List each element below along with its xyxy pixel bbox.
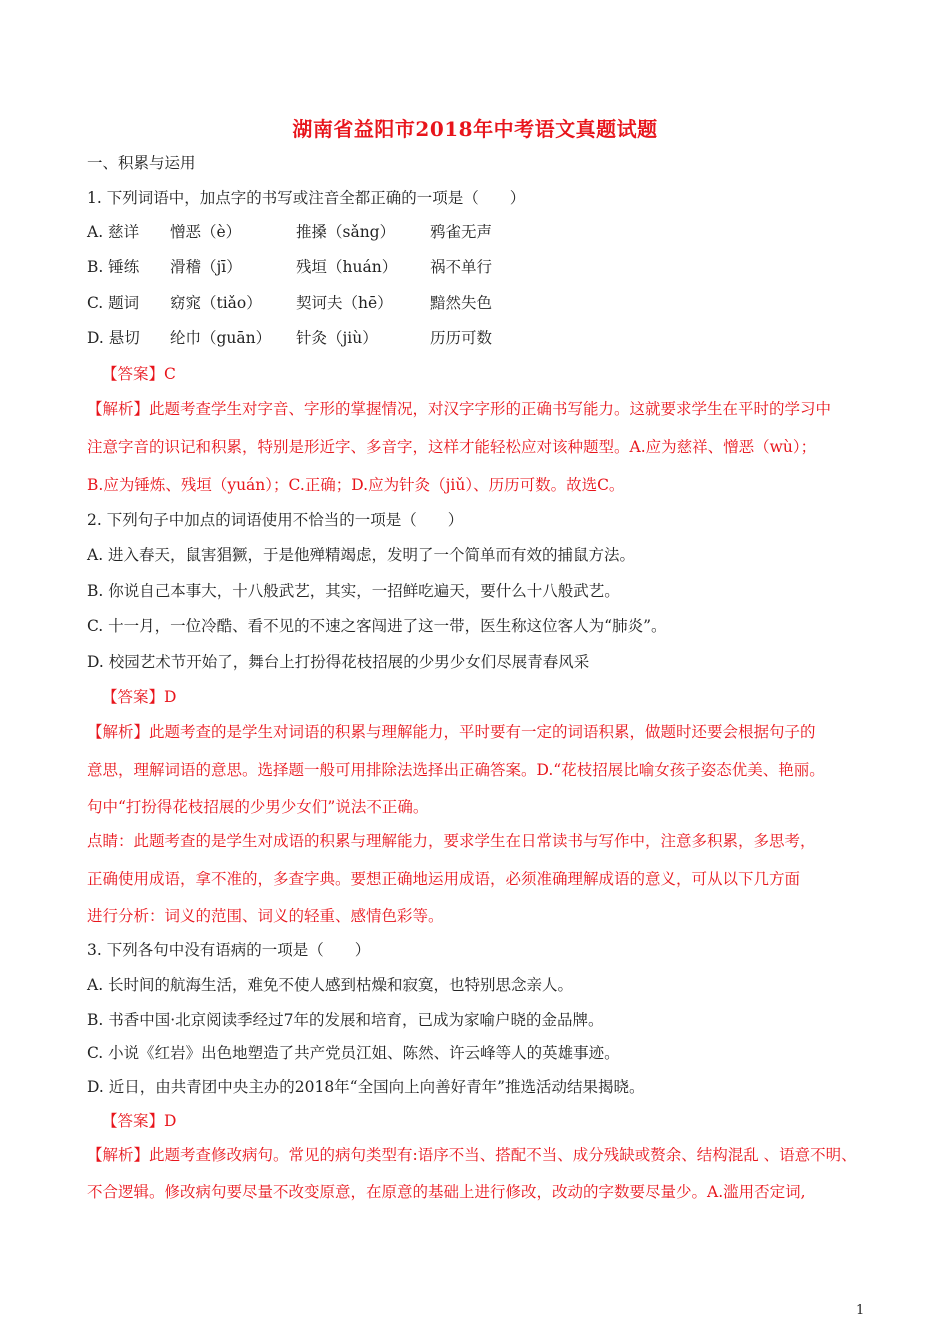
q1-c-1: C. 题词 (87, 294, 140, 312)
q3-option-a: A. 长时间的航海生活，难免不使人感到枯燥和寂寞，也特别思念亲人。 (87, 976, 574, 994)
q2-note-line: 正确使用成语，拿不准的，多查字典。要想正确地运用成语，必须准确理解成语的意义，可从以下几方面 (87, 870, 801, 888)
q2-option-a: A. 进入春天，鼠害猖獗，于是他殚精竭虑，发明了一个简单而有效的捕鼠方法。 (87, 546, 636, 564)
q1-b-3: 残垣（huán） (296, 258, 398, 276)
q3-stem: 3. 下列各句中没有语病的一项是（ ） (87, 941, 371, 959)
q3-option-b: B. 书香中国·北京阅读季经过7年的发展和培育，已成为家喻户晓的金品牌。 (87, 1011, 604, 1029)
q2-analysis-line: 句中“打扮得花枝招展的少男少女们”说法不正确。 (87, 798, 429, 816)
q2-analysis-line: 意思，理解词语的意思。选择题一般可用排除法选择出正确答案。D.“花枝招展比喻女孩子姿态优美、艳丽。 (87, 761, 825, 779)
section-heading: 一、积累与运用 (87, 154, 196, 172)
q2-option-d: D. 校园艺术节开始了，舞台上打扮得花枝招展的少男少女们尽展青春风采 (87, 653, 590, 671)
q3-analysis-line: 不合逻辑。修改病句要尽量不改变原意，在原意的基础上进行修改，改动的字数要尽量少。A.滥用否定词, (87, 1183, 806, 1201)
q3-option-c: C. 小说《红岩》出色地塑造了共产党员江姐、陈然、许云峰等人的英雄事迹。 (87, 1044, 620, 1062)
q2-stem: 2. 下列句子中加点的词语使用不恰当的一项是（ ） (87, 511, 464, 529)
q1-a-2: 憎恶（è） (170, 223, 242, 241)
q1-d-4: 历历可数 (430, 329, 493, 347)
q1-c-4: 黯然失色 (430, 294, 493, 312)
q1-answer: 【答案】C (102, 365, 176, 383)
q2-option-c: C. 十一月，一位冷酷、看不见的不速之客闯进了这一带，医生称这位客人为“肺炎”。 (87, 617, 667, 635)
q1-analysis-line: 【解析】此题考查学生对字音、字形的掌握情况，对汉字字形的正确书写能力。这就要求学生在平时的学习中 (87, 400, 832, 418)
q1-b-4: 祸不单行 (430, 258, 493, 276)
q1-stem: 1. 下列词语中，加点字的书写或注音全都正确的一项是（ ） (87, 189, 526, 207)
q2-analysis-line: 【解析】此题考查的是学生对词语的积累与理解能力，平时要有一定的词语积累，做题时还要会根据句子的 (87, 723, 816, 741)
page-number: 1 (856, 1303, 865, 1318)
q1-a-4: 鸦雀无声 (430, 223, 493, 241)
q3-option-d: D. 近日，由共青团中央主办的2018年“全国向上向善好青年”推选活动结果揭晓。 (87, 1078, 645, 1096)
q1-analysis-line: 注意字音的识记和积累，特别是形近字、多音字，这样才能轻松应对该种题型。A.应为慈祥、憎恶（wù）； (87, 438, 817, 456)
q1-d-2: 纶巾（guān） (170, 329, 272, 347)
q1-b-2: 滑稽（jī） (170, 258, 242, 276)
q2-answer: 【答案】D (102, 688, 177, 706)
q2-note-line: 进行分析：词义的范围、词义的轻重、感情色彩等。 (87, 907, 444, 925)
q1-c-2: 窈窕（tiǎo） (170, 294, 262, 312)
document-title: 湖南省益阳市2018年中考语文真题试题 (292, 117, 658, 141)
q1-d-3: 针灸（jiù） (296, 329, 378, 347)
q1-a-1: A. 慈详 (87, 223, 140, 241)
q1-d-1: D. 悬切 (87, 329, 140, 347)
q1-c-3: 契诃夫（hē） (296, 294, 393, 312)
q1-b-1: B. 锤练 (87, 258, 140, 276)
q2-option-b: B. 你说自己本事大，十八般武艺，其实，一招鲜吃遍天，要什么十八般武艺。 (87, 582, 620, 600)
q1-a-3: 推搡（sǎng） (296, 223, 396, 241)
q3-analysis-line: 【解析】此题考查修改病句。常见的病句类型有:语序不当、搭配不当、成分残缺或赘余、结构混乱 、语意不明、 (87, 1146, 857, 1164)
q2-note-line: 点睛：此题考查的是学生对成语的积累与理解能力，要求学生在日常读书与写作中，注意多积累，多思考， (87, 832, 816, 850)
q3-answer: 【答案】D (102, 1112, 177, 1130)
q1-analysis-line: B.应为锤炼、残垣（yuán）；C.正确；D.应为针灸（jiǔ）、历历可数。故选C。 (87, 476, 625, 494)
